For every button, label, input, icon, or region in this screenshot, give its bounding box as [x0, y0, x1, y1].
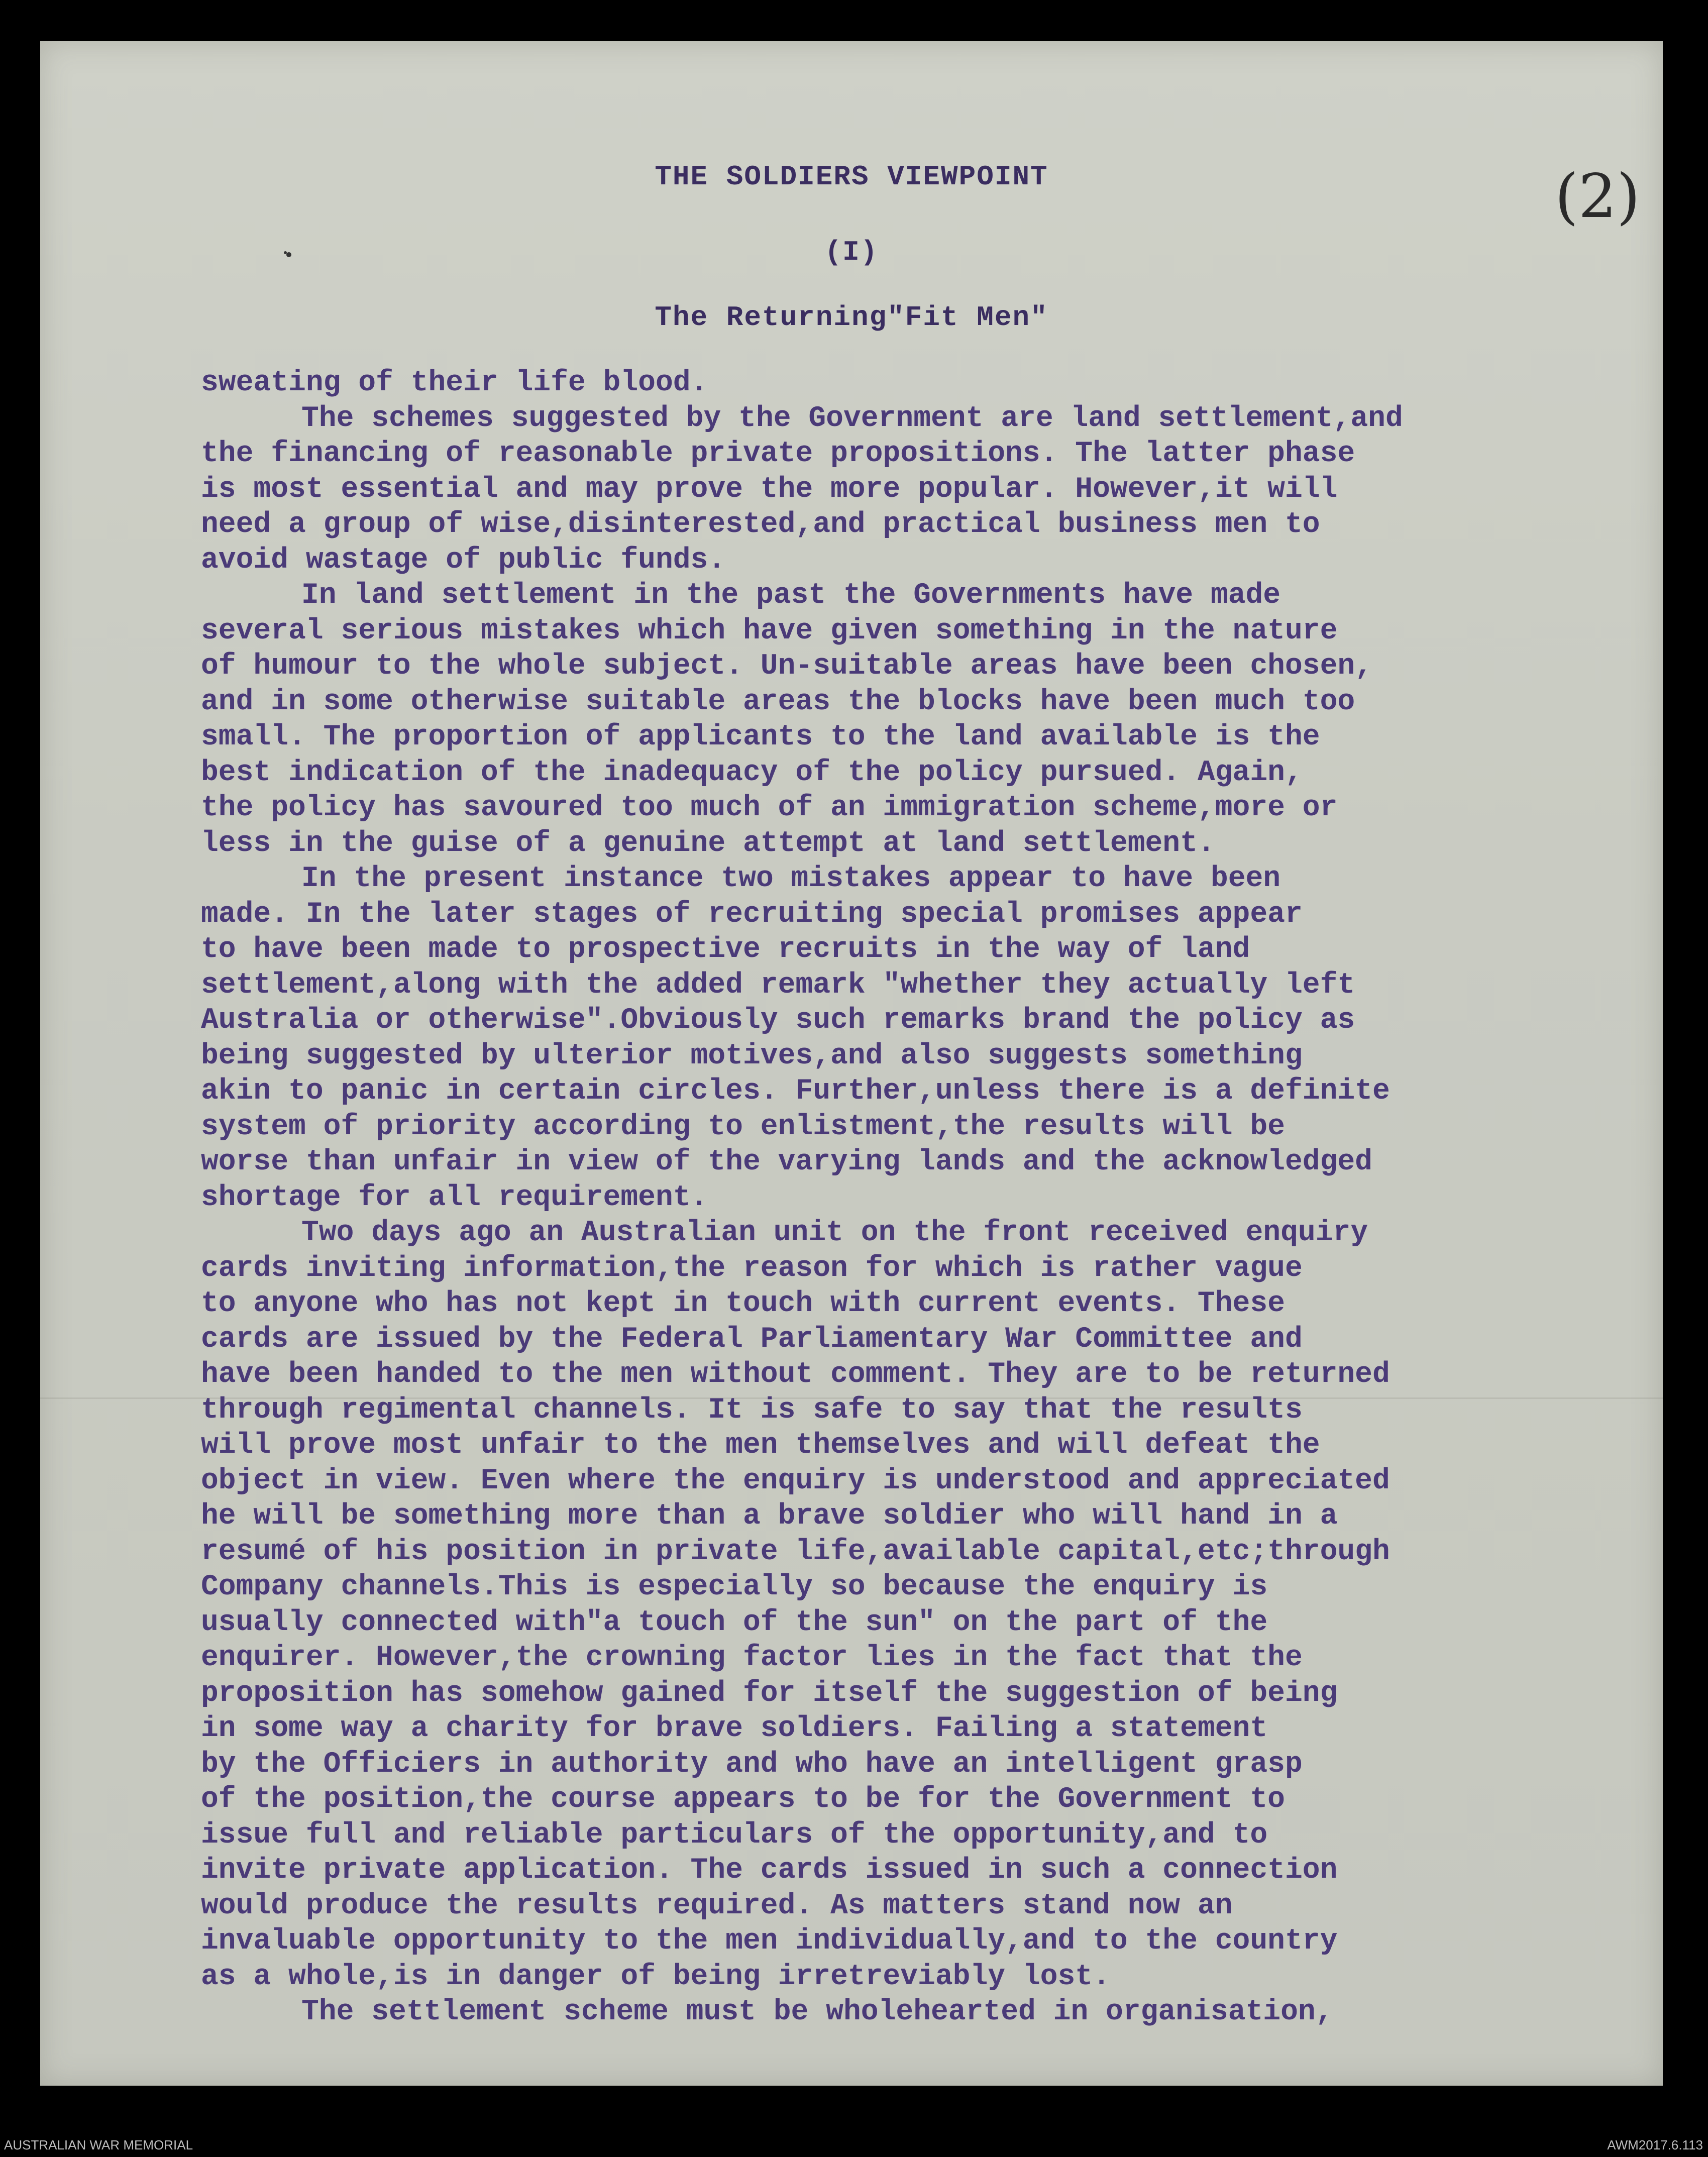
document-line: akin to panic in certain circles. Further,unless there is a definite [201, 1075, 1390, 1108]
document-line: usually connected with"a touch of the sun" on the part of the [201, 1606, 1268, 1639]
handwritten-page-number: (2) [1555, 162, 1640, 232]
document-line: invaluable opportunity to the men individually,and to the country [201, 1925, 1338, 1958]
document-line: invite private application. The cards issued in such a connection [201, 1854, 1338, 1887]
document-line: The schemes suggested by the Government are land settlement,and [301, 402, 1403, 435]
document-line: avoid wastage of public funds. [201, 544, 726, 577]
document-line: In land settlement in the past the Governments have made [301, 579, 1281, 612]
document-line: he will be something more than a brave soldier who will hand in a [201, 1500, 1338, 1533]
document-line: less in the guise of a genuine attempt at land settlement. [201, 827, 1215, 860]
document-subtitle: The Returning"Fit Men" [655, 301, 1048, 334]
footer-accession-number: AWM2017.6.113 [1607, 2137, 1703, 2152]
document-line: resumé of his position in private life,available capital,etc;through [201, 1535, 1390, 1568]
document-line: system of priority according to enlistment,the results will be [201, 1110, 1285, 1143]
document-line: by the Officiers in authority and who have an intelligent grasp [201, 1748, 1303, 1781]
document-line: issue full and reliable particulars of the opportunity,and to [201, 1818, 1268, 1852]
document-line: cards inviting information,the reason for which is rather vague [201, 1252, 1303, 1285]
document-line: through regimental channels. It is safe to say that the results [201, 1393, 1303, 1427]
document-line: to have been made to prospective recruits in the way of land [201, 933, 1250, 966]
document-body [201, 366, 1658, 2030]
document-line: In the present instance two mistakes appear to have been [301, 862, 1281, 895]
document-line: object in view. Even where the enquiry is understood and appreciated [201, 1464, 1390, 1497]
document-line: several serious mistakes which have given something in the nature [201, 614, 1338, 648]
document-line: the financing of reasonable private propositions. The latter phase [201, 438, 1355, 470]
document-line: worse than unfair in view of the varying lands and the acknowledged [201, 1146, 1372, 1178]
document-line: enquirer. However,the crowning factor lies in the fact that the [201, 1642, 1303, 1674]
document-line: The settlement scheme must be wholehearted in organisation, [301, 1996, 1333, 2028]
document-line: and in some otherwise suitable areas the blocks have been much too [201, 685, 1355, 718]
document-line: would produce the results required. As matters stand now an [201, 1889, 1233, 1922]
document-line: will prove most unfair to the men themselves and will defeat the [201, 1429, 1320, 1462]
document-line: Australia or otherwise".Obviously such remarks brand the policy as [201, 1004, 1355, 1037]
document-line: the policy has savoured too much of an immigration scheme,more or [201, 792, 1338, 824]
document-line: of humour to the whole subject. Un-suitable areas have been chosen, [201, 650, 1372, 683]
document-line: made. In the later stages of recruiting special promises appear [201, 898, 1303, 931]
document-line: in some way a charity for brave soldiers. Failing a statement [201, 1712, 1268, 1745]
document-line: as a whole,is in danger of being irretreviably lost. [201, 1960, 1110, 1993]
document-part: (I) [824, 236, 879, 268]
footer-source: AUSTRALIAN WAR MEMORIAL [4, 2137, 193, 2152]
document-line: small. The proportion of applicants to the land available is the [201, 721, 1320, 753]
document-title: THE SOLDIERS VIEWPOINT [655, 161, 1048, 193]
document-line: of the position,the course appears to be for the Government to [201, 1783, 1285, 1816]
document-line: settlement,along with the added remark "whether they actually left [201, 968, 1355, 1002]
document-line: Two days ago an Australian unit on the front received enquiry [301, 1217, 1368, 1249]
document-line: to anyone who has not kept in touch with current events. These [201, 1287, 1285, 1320]
document-line: shortage for all requirement. [201, 1181, 708, 1214]
document-line: need a group of wise,disinterested,and practical business men to [201, 508, 1320, 541]
document-line: best indication of the inadequacy of the policy pursued. Again, [201, 756, 1303, 789]
document-line: is most essential and may prove the more popular. However,it will [201, 473, 1338, 506]
document-line: have been handed to the men without comment. They are to be returned [201, 1358, 1390, 1391]
document-line: proposition has somehow gained for itself the suggestion of being [201, 1677, 1338, 1710]
document-line: sweating of their life blood. [201, 367, 708, 399]
document-line: Company channels.This is especially so because the enquiry is [201, 1571, 1268, 1603]
document-line: cards are issued by the Federal Parliamentary War Committee and [201, 1323, 1303, 1356]
document-line: being suggested by ulterior motives,and also suggests something [201, 1039, 1303, 1072]
